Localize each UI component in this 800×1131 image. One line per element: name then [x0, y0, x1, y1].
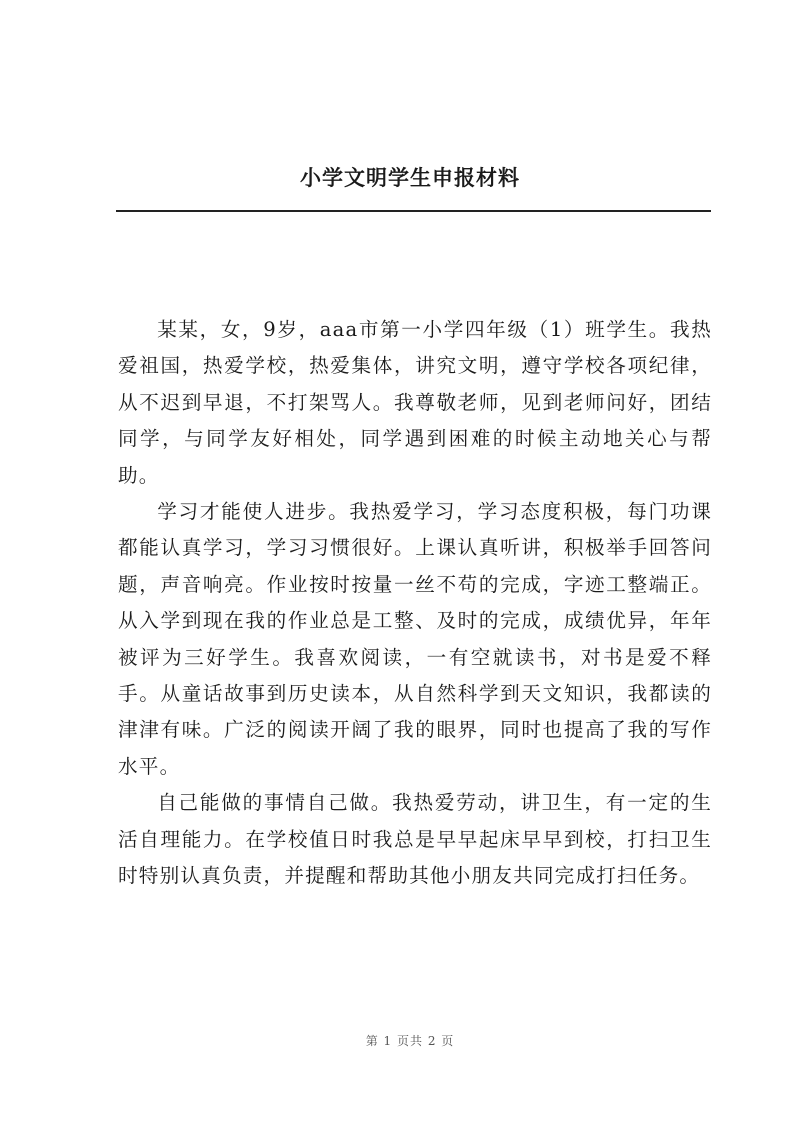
page-number-footer: 第 1 页共 2 页 [365, 1034, 455, 1048]
paragraph-intro: 某某，女，9岁，aaa市第一小学四年级（1）班学生。我热爱祖国，热爱学校，热爱集体，讲究文明，遵守学校各项纪律，从不迟到早退，不打架骂人。我尊敬老师，见到老师问好，团结同学，与同学友好相处，同学遇到困难的时候主动地关心与帮助。 [118, 318, 712, 487]
document-title: 小学文明学生申报材料 [300, 165, 520, 190]
paragraph-study: 学习才能使人进步。我热爱学习，学习态度积极，每门功课都能认真学习，学习习惯很好。上课认真听讲，积极举手回答问题，声音响亮。作业按时按量一丝不苟的完成，字迹工整端正。从入学到现在我的作业总是工整、及时的完成，成绩优异，年年被评为三好学生。我喜欢阅读，一有空就读书，对书是爱不释手。从童话故事到历史读本，从自然科学到天文知识，我都读的津津有味。广泛的阅读开阔了我的眼界，同时也提高了我的写作水平。 [118, 500, 712, 778]
paragraph-labor: 自己能做的事情自己做。我热爱劳动，讲卫生，有一定的生活自理能力。在学校值日时我总是早早起床早早到校，打扫卫生时特别认真负责，并提醒和帮助其他小朋友共同完成打扫任务。 [118, 791, 712, 888]
title-underline [116, 210, 711, 212]
document-body [118, 312, 712, 895]
